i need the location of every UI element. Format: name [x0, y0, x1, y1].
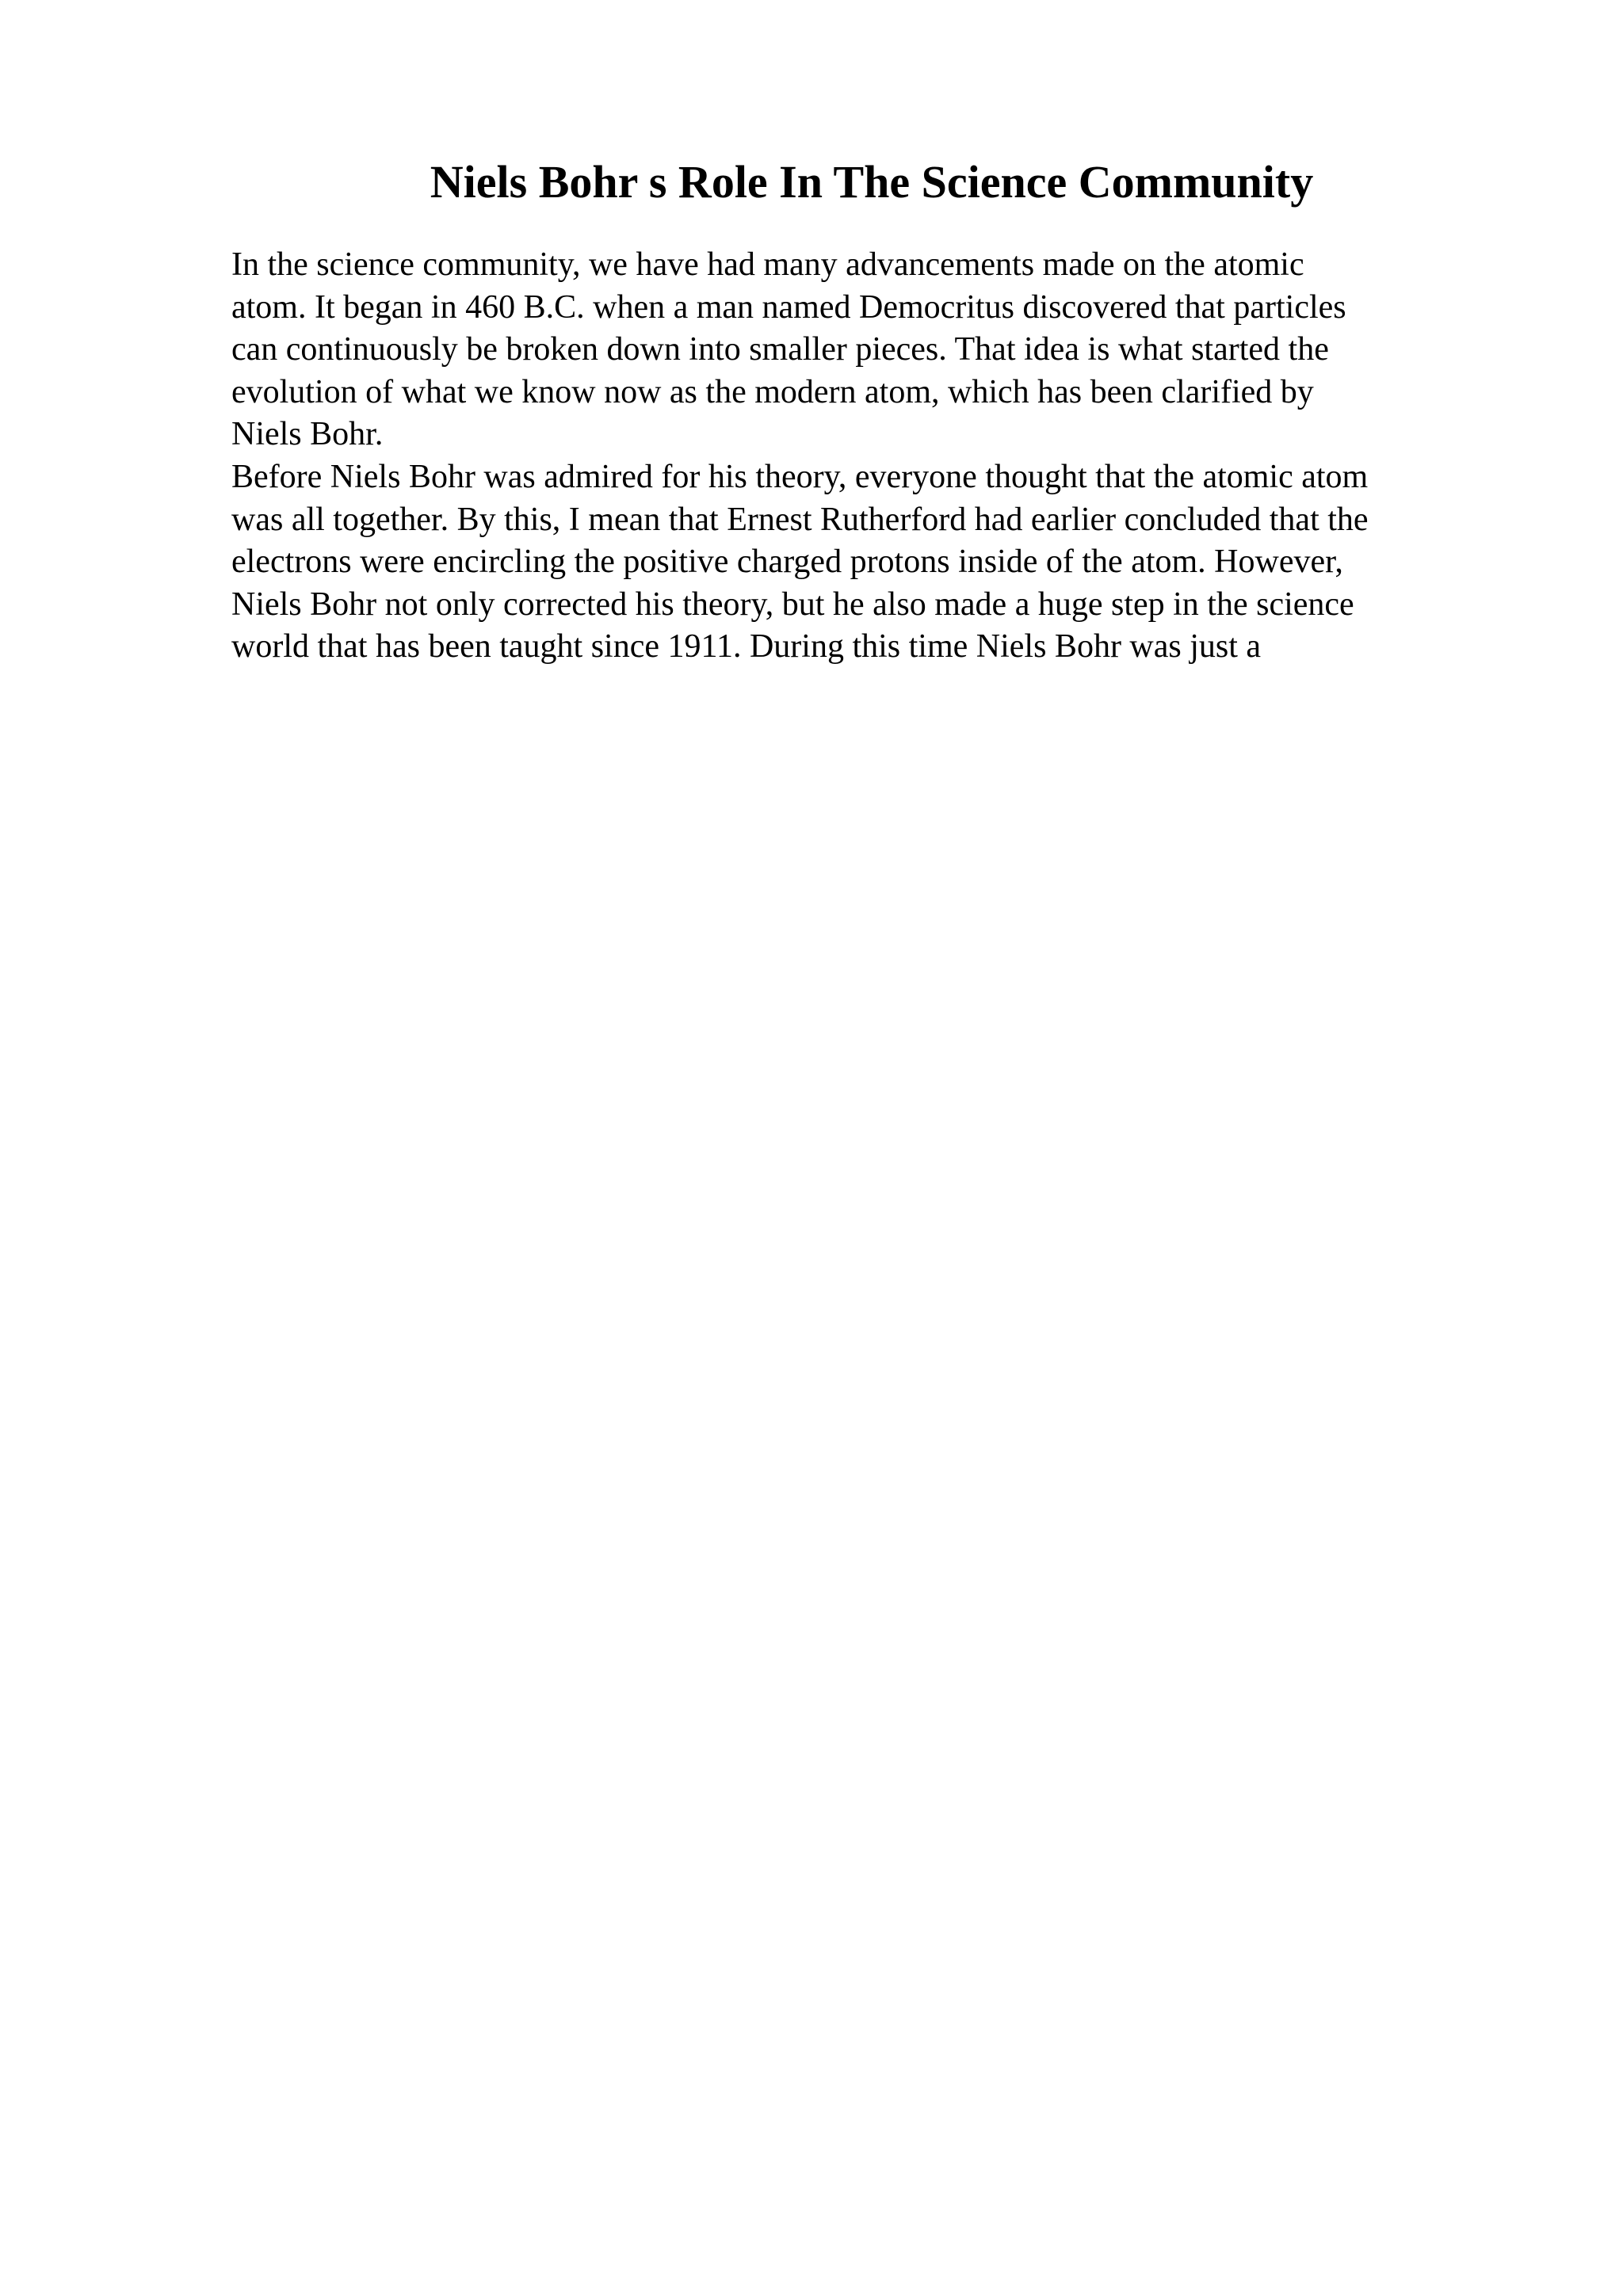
body-line: In the science community, we have had many advancements made on the atomic — [231, 246, 1304, 283]
document-title: Niels Bohr s Role In The Science Community — [430, 156, 1314, 208]
body-line: was all together. By this, I mean that Ernest Rutherford had earlier concluded that the — [231, 501, 1369, 538]
body-line: can continuously be broken down into smaller pieces. That idea is what started the — [231, 331, 1329, 368]
body-line: evolution of what we know now as the modern atom, which has been clarified by — [231, 373, 1314, 410]
document-body — [231, 244, 1594, 669]
body-line: world that has been taught since 1911. During this time Niels Bohr was just a — [231, 628, 1262, 666]
body-line: electrons were encircling the positive charged protons inside of the atom. However, — [231, 543, 1343, 581]
body-line: Niels Bohr. — [231, 416, 384, 453]
body-line: Before Niels Bohr was admired for his theory, everyone thought that the atomic atom — [231, 458, 1369, 495]
body-line: Niels Bohr not only corrected his theory, but he also made a huge step in the science — [231, 585, 1354, 623]
body-line: atom. It began in 460 B.C. when a man named Democritus discovered that particles — [231, 288, 1346, 326]
